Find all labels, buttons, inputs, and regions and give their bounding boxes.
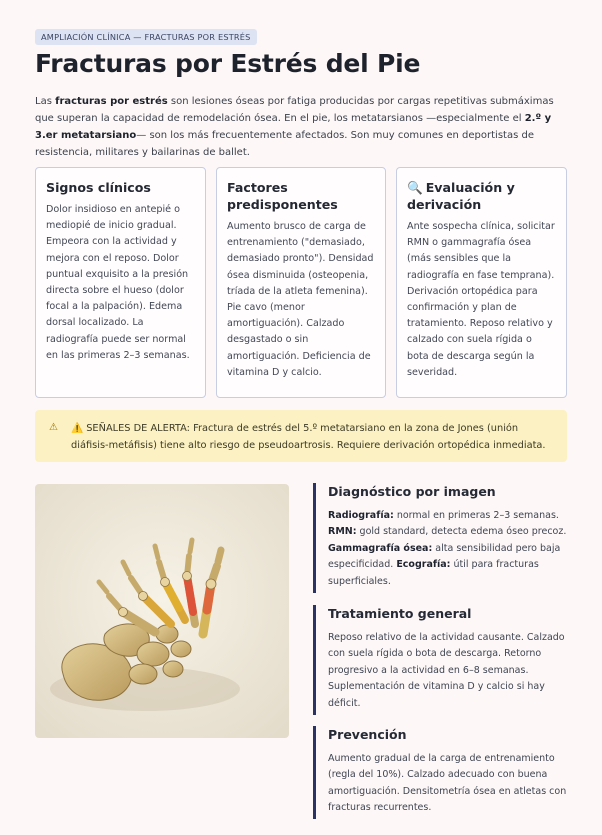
- text-ecografia: útil para fracturas superficiales.: [328, 559, 539, 587]
- intro-text-2: son lesiones óseas por fatiga producidas por cargas repetitivas submáximas que superan la capacidad de remodelación ósea. En el pie, los metatarsianos —especialmente el: [35, 96, 554, 124]
- intro-bold-1: fracturas por estrés: [55, 96, 168, 107]
- label-radiografia: Radiografía:: [328, 510, 394, 521]
- label-ecografia: Ecografía:: [396, 559, 451, 571]
- section-title: Prevención: [328, 727, 407, 742]
- section-text: [328, 508, 567, 590]
- section-title: Diagnóstico por imagen: [328, 484, 496, 499]
- section-tag: AMPLIACIÓN CLÍNICA — FRACTURAS POR ESTRÉS: [35, 29, 257, 45]
- text-rmn: gold standard, detecta edema óseo precoz.: [356, 526, 567, 538]
- alert-message: SEÑALES DE ALERTA: Fractura de estrés del 5.º metatarsiano en la zona de Jones (unión diáfisis-metáfisis) tiene alto riesgo de pseudoartrosis. Requiere derivación ortopédica inmediata.: [71, 423, 546, 451]
- card-text: Aumento brusco de carga de entrenamiento ("demasiado, demasiado pronto"). Densidad ósea disminuida (osteopenia, tríada de la atleta femenina). Pie cavo (menor amortiguación). Calzado desgastado o sin amortiguación. Deficiencia de vitamina D y calcio.: [227, 221, 374, 378]
- section-title: Tratamiento general: [328, 606, 472, 621]
- magnifier-icon: 🔍: [407, 180, 423, 195]
- text-radiografia: normal en primeras 2–3 semanas.: [393, 510, 559, 521]
- foot-skeleton-illustration: [35, 484, 289, 738]
- foot-bones-image: [35, 484, 289, 738]
- alert-text: [71, 420, 555, 454]
- label-gammagrafia: Gammagrafía ósea:: [328, 542, 433, 554]
- card-signos-clinicos: [35, 167, 206, 398]
- label-rmn: RMN:: [328, 526, 357, 538]
- intro-bold-2: 2.º y 3.er metatarsiano: [35, 113, 552, 141]
- card-title: [407, 179, 556, 213]
- card-title-text: Evaluación y derivación: [407, 180, 515, 212]
- card-text: Dolor insidioso en antepié o mediopié de inicio gradual. Empeora con la actividad y mejora con el reposo. Dolor puntual exquisito a la presión directa sobre el hueso (dolor focal a la palpación). Edema dorsal localizado. La radiografía puede ser normal en las primeras 2–3 semanas.: [46, 204, 190, 361]
- alert-box: [35, 410, 567, 462]
- intro-paragraph: [35, 93, 565, 161]
- text-gammagrafia: alta sensibilidad pero baja especificidad.: [328, 542, 561, 571]
- card-title: Signos clínicos: [46, 180, 151, 195]
- card-title: Factores predisponentes: [227, 180, 338, 212]
- warning-emoji-icon: ⚠️: [71, 423, 84, 434]
- warning-icon: ⚠: [49, 422, 58, 433]
- card-text: Ante sospecha clínica, solicitar RMN o gammagrafía ósea (más sensibles que la radiografía en fase temprana). Derivación ortopédica para confirmación y plan de tratamiento. Reposo relativo y calzado con suela rígida o bota de descarga según la severidad.: [407, 221, 555, 378]
- section-text: Aumento gradual de la carga de entrenamiento (regla del 10%). Calzado adecuado con buena amortiguación. Densitometría ósea en atletas con fracturas recurrentes.: [328, 753, 567, 814]
- intro-text-3: — son los más frecuentemente afectados. Son muy comunes en deportistas de resistencia, militares y bailarinas de ballet.: [35, 130, 534, 158]
- intro-text-1: Las: [35, 96, 56, 107]
- section-prevencion: [313, 726, 567, 819]
- page-title: Fracturas por Estrés del Pie: [35, 49, 421, 78]
- section-diagnostico-imagen: [313, 483, 567, 593]
- card-factores-predisponentes: [216, 167, 386, 398]
- section-tratamiento-general: [313, 605, 567, 715]
- section-text: Reposo relativo de la actividad causante. Calzado con suela rígida o bota de descarga. Retorno progresivo a la actividad en 6–8 semanas. Suplementación de vitamina D y calcio si hay déficit.: [328, 632, 565, 709]
- card-evaluacion-derivacion: [396, 167, 567, 398]
